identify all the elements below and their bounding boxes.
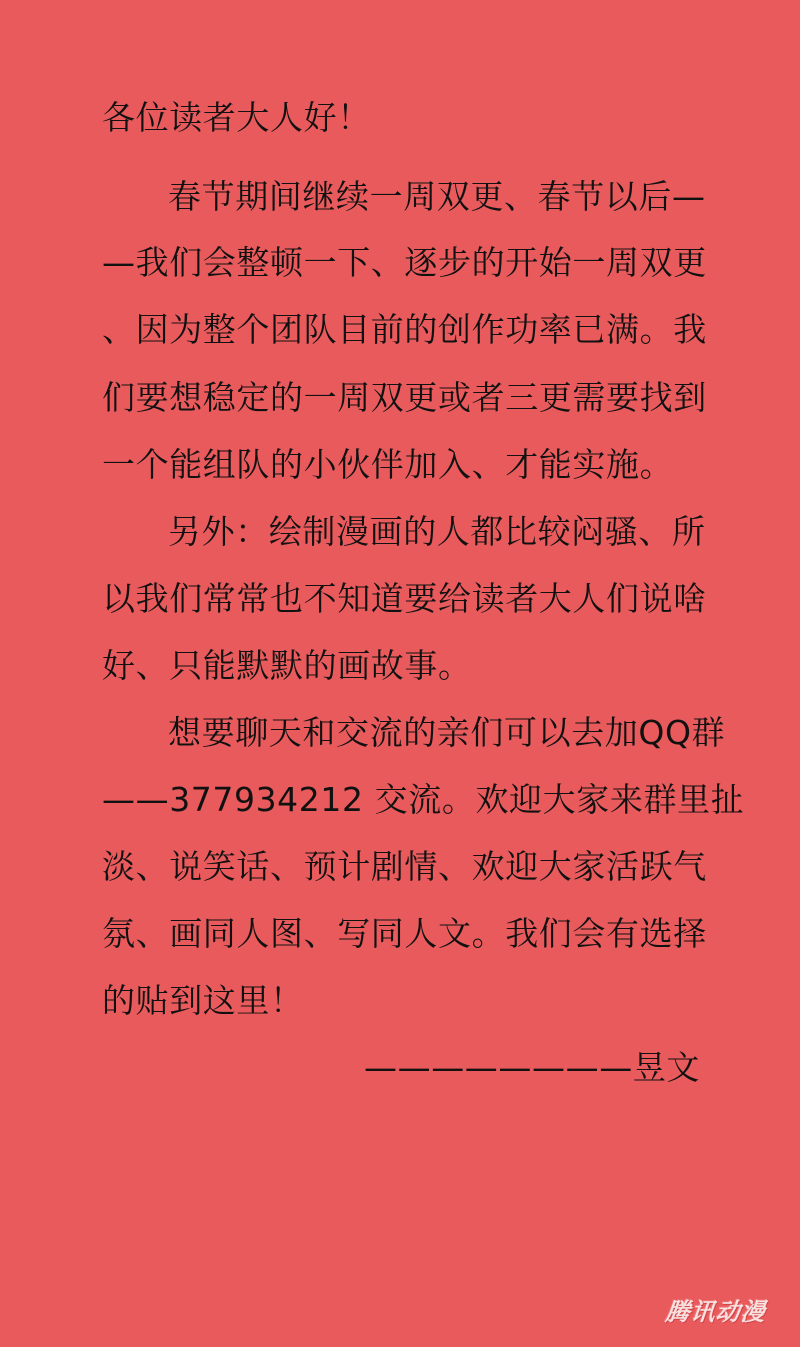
- paragraph-3-line-3: 淡、说笑话、预计剧情、欢迎大家活跃气: [102, 847, 707, 886]
- paragraph-1-line-4: 们要想稳定的一周双更或者三更需要找到: [102, 378, 707, 417]
- greeting-line: 各位读者大人好！: [102, 98, 371, 137]
- watermark-logo: 腾讯动漫: [664, 1297, 768, 1326]
- paragraph-1-line-5: 一个能组队的小伙伴加入、才能实施。: [102, 445, 674, 484]
- paragraph-3-line-5: 的贴到这里！: [102, 981, 304, 1020]
- paragraph-2-line-1: 另外：绘制漫画的人都比较闷骚、所: [168, 512, 706, 551]
- paragraph-1-line-3: 、因为整个团队目前的创作功率已满。我: [102, 310, 707, 349]
- paragraph-1-line-1: 春节期间继续一周双更、春节以后—: [168, 177, 706, 216]
- paragraph-1-line-2: —我们会整顿一下、逐步的开始一周双更: [102, 243, 707, 282]
- paragraph-2-line-3: 好、只能默默的画故事。: [102, 646, 472, 685]
- signature: ————————昱文: [364, 1048, 700, 1087]
- paragraph-3-line-4: 氛、画同人图、写同人文。我们会有选择: [102, 914, 707, 953]
- paragraph-2-line-2: 以我们常常也不知道要给读者大人们说啥: [102, 579, 707, 618]
- paragraph-3-line-2: ——377934212 交流。欢迎大家来群里扯: [102, 780, 745, 819]
- paragraph-3-line-1: 想要聊天和交流的亲们可以去加QQ群: [168, 713, 726, 752]
